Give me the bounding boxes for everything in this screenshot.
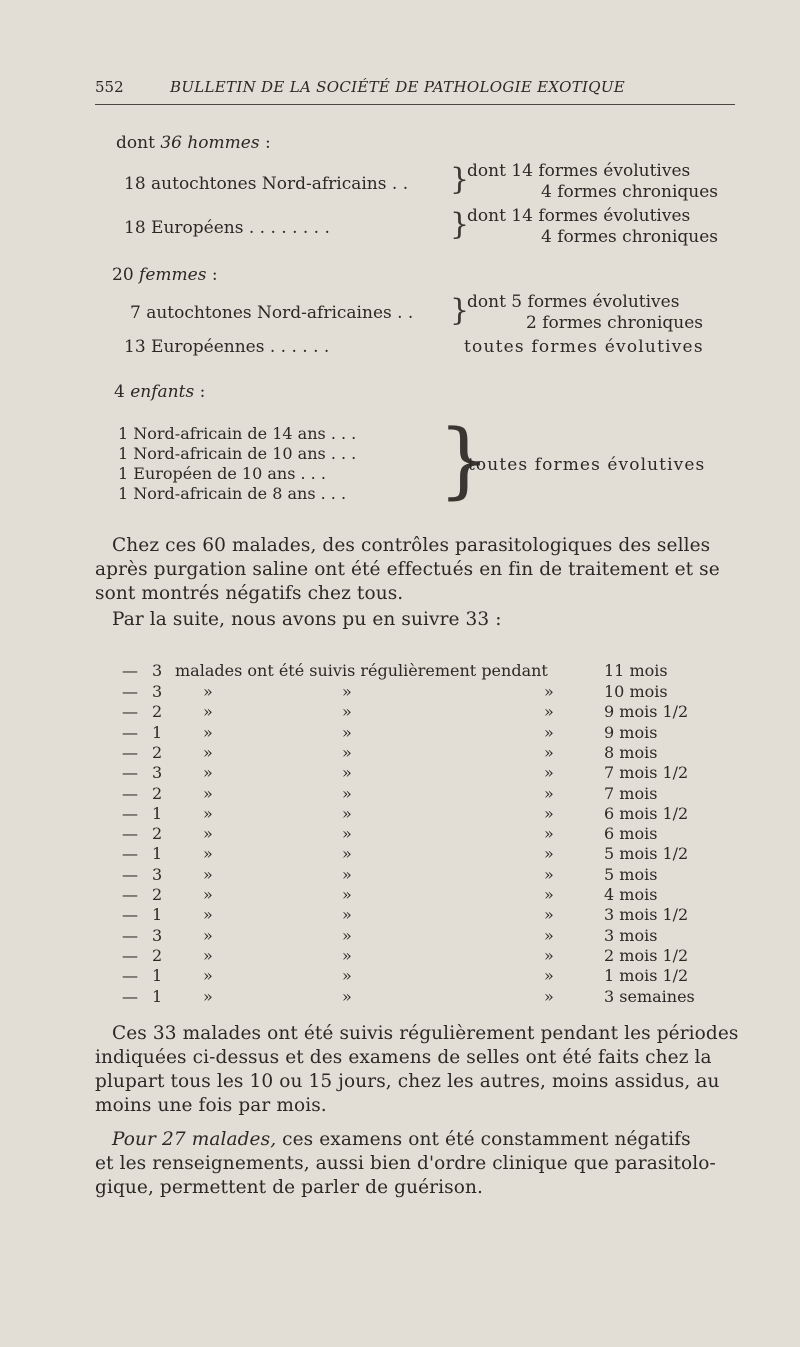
paragraph-line: et les renseignements, aussi bien d'ordre clinique que parasitolo-: [95, 1153, 716, 1174]
paragraph-line: moins une fois par mois.: [95, 1095, 327, 1116]
row-duration: 3 mois 1/2: [604, 905, 689, 925]
row-duration: 5 mois 1/2: [604, 844, 689, 864]
ditto-mark: »: [544, 905, 554, 925]
row-duration: 3 semaines: [604, 986, 695, 1006]
ditto-mark: »: [544, 763, 554, 783]
ditto-mark: »: [342, 824, 352, 844]
paragraph-line: Par la suite, nous avons pu en suivre 33 :: [112, 609, 502, 630]
row-count: 3: [152, 763, 163, 783]
row-dash: —: [122, 682, 138, 701]
row-dash: —: [122, 905, 138, 925]
row-duration: 8 mois: [604, 742, 658, 762]
ditto-mark: »: [203, 702, 213, 722]
row-count: 1: [152, 986, 163, 1006]
row-dash: —: [122, 824, 138, 844]
row-duration: 4 mois: [604, 885, 658, 904]
followup-row: [0, 844, 800, 864]
ditto-mark: »: [203, 966, 213, 986]
ditto-mark: »: [203, 925, 213, 945]
followup-row: [0, 723, 800, 743]
ditto-mark: »: [544, 742, 554, 762]
ditto-mark: »: [342, 844, 352, 864]
row-dash: —: [122, 722, 138, 742]
row-count: 2: [152, 824, 163, 844]
men-group-detail: 4 formes chroniques: [541, 227, 719, 247]
followup-row: [0, 987, 800, 1007]
row-dash: —: [122, 986, 138, 1006]
ditto-mark: »: [544, 783, 554, 803]
row-duration: 6 mois 1/2: [604, 803, 689, 823]
row-count: 2: [152, 945, 163, 965]
ditto-mark: »: [544, 945, 554, 965]
followup-row: [0, 804, 800, 824]
followup-row: [0, 784, 800, 804]
men-heading: dont 36 hommes :: [116, 133, 271, 153]
row-dash: —: [122, 783, 138, 803]
ditto-mark: »: [203, 864, 213, 884]
row-duration: 1 mois 1/2: [604, 966, 689, 986]
ditto-mark: »: [544, 885, 554, 904]
ditto-mark: »: [203, 682, 213, 701]
row-count: 1: [152, 803, 163, 823]
children-row: 1 Nord-africain de 10 ans . . .: [118, 444, 357, 463]
ditto-mark: »: [203, 905, 213, 925]
ditto-mark: »: [544, 966, 554, 986]
ditto-mark: »: [544, 803, 554, 823]
men-group-label: 18 Européens . . . . . . . .: [124, 218, 330, 238]
row-duration: 6 mois: [604, 824, 658, 844]
followup-row: [0, 946, 800, 966]
children-heading: 4 enfants :: [114, 382, 206, 402]
row-count: 3: [152, 682, 163, 701]
row-dash: —: [122, 702, 138, 722]
ditto-mark: »: [544, 864, 554, 884]
followup-row: [0, 743, 800, 763]
row-dash: —: [122, 742, 138, 762]
row-duration: 5 mois: [604, 864, 658, 884]
children-row: 1 Nord-africain de 8 ans . . .: [118, 484, 347, 503]
row-dash: —: [122, 925, 138, 945]
ditto-mark: »: [203, 803, 213, 823]
ditto-mark: »: [203, 844, 213, 864]
row-dash: —: [122, 763, 138, 783]
followup-row: [0, 763, 800, 783]
row-count: 2: [152, 885, 163, 904]
followup-row: [0, 905, 800, 925]
row-count: 1: [152, 722, 163, 742]
brace: }: [450, 207, 470, 242]
ditto-mark: »: [203, 986, 213, 1006]
ditto-mark: »: [342, 742, 352, 762]
ditto-mark: »: [544, 986, 554, 1006]
brace: }: [438, 413, 491, 508]
ditto-mark: »: [203, 885, 213, 904]
ditto-mark: »: [342, 722, 352, 742]
men-group-detail: dont 14 formes évolutives: [467, 206, 691, 226]
row-dash: —: [122, 803, 138, 823]
children-summary: toutes formes évolutives: [468, 455, 706, 475]
ditto-mark: »: [342, 986, 352, 1006]
ditto-mark: »: [342, 803, 352, 823]
ditto-mark: »: [544, 844, 554, 864]
row-count: 2: [152, 742, 163, 762]
followup-row: — 3 malades ont été suivis régulièrement pendant 11 mois: [122, 661, 668, 680]
followup-row: [0, 824, 800, 844]
ditto-mark: »: [342, 905, 352, 925]
followup-row: [0, 885, 800, 905]
row-dash: —: [122, 864, 138, 884]
row-count: 3: [152, 925, 163, 945]
row-dash: —: [122, 966, 138, 986]
ditto-mark: »: [203, 783, 213, 803]
children-row: 1 Européen de 10 ans . . .: [118, 464, 326, 483]
paragraph-line: Chez ces 60 malades, des contrôles parasitologiques des selles: [112, 535, 711, 556]
ditto-mark: »: [342, 763, 352, 783]
row-duration: 9 mois: [604, 722, 658, 742]
ditto-mark: »: [203, 722, 213, 742]
header-rule: [95, 104, 735, 105]
women-group-detail: 2 formes chroniques: [526, 313, 704, 333]
row-duration: 9 mois 1/2: [604, 702, 689, 722]
row-duration: 3 mois: [604, 925, 658, 945]
followup-row: [0, 865, 800, 885]
followup-row: [0, 926, 800, 946]
journal-title: BULLETIN DE LA SOCIÉTÉ DE PATHOLOGIE EXOTIQUE: [170, 78, 626, 96]
row-duration: 7 mois 1/2: [604, 763, 689, 783]
ditto-mark: »: [342, 864, 352, 884]
ditto-mark: »: [342, 966, 352, 986]
ditto-mark: »: [342, 945, 352, 965]
ditto-mark: »: [203, 945, 213, 965]
paragraph-line: Ces 33 malades ont été suivis régulièrement pendant les périodes: [112, 1023, 739, 1044]
ditto-mark: »: [203, 742, 213, 762]
row-count: 1: [152, 905, 163, 925]
brace: }: [450, 162, 470, 197]
ditto-mark: »: [203, 763, 213, 783]
women-heading: 20 femmes :: [112, 265, 218, 285]
women-group-label: 13 Européennes . . . . . .: [124, 337, 330, 357]
paragraph-line: gique, permettent de parler de guérison.: [95, 1177, 483, 1198]
women-group-detail: dont 5 formes évolutives: [467, 292, 680, 312]
paragraph-line: Pour 27 malades, ces examens ont été constamment négatifs: [112, 1129, 691, 1150]
row-count: 2: [152, 783, 163, 803]
men-group-label: 18 autochtones Nord-africains . .: [124, 174, 409, 194]
children-row: 1 Nord-africain de 14 ans . . .: [118, 424, 357, 443]
followup-row: [0, 702, 800, 722]
ditto-mark: »: [342, 885, 352, 904]
ditto-mark: »: [544, 925, 554, 945]
paragraph-line: après purgation saline ont été effectués en fin de traitement et se: [95, 559, 720, 580]
ditto-mark: »: [342, 925, 352, 945]
page-number: 552: [95, 78, 124, 96]
ditto-mark: »: [342, 682, 352, 701]
row-dash: —: [122, 885, 138, 904]
women-group-detail: toutes formes évolutives: [464, 337, 704, 357]
ditto-mark: »: [203, 824, 213, 844]
ditto-mark: »: [544, 722, 554, 742]
ditto-mark: »: [544, 702, 554, 722]
ditto-mark: »: [342, 702, 352, 722]
row-duration: 10 mois: [604, 682, 668, 701]
brace: }: [450, 293, 470, 328]
followup-row: [0, 682, 800, 702]
paragraph-line: plupart tous les 10 ou 15 jours, chez les autres, moins assidus, au: [95, 1071, 720, 1092]
row-count: 3: [152, 864, 163, 884]
men-group-detail: 4 formes chroniques: [541, 182, 719, 202]
ditto-mark: »: [544, 682, 554, 701]
men-group-detail: dont 14 formes évolutives: [467, 161, 691, 181]
row-dash: —: [122, 844, 138, 864]
row-duration: 2 mois 1/2: [604, 945, 689, 965]
row-count: 1: [152, 966, 163, 986]
women-group-label: 7 autochtones Nord-africaines . .: [130, 303, 414, 323]
row-count: 2: [152, 702, 163, 722]
ditto-mark: »: [342, 783, 352, 803]
ditto-mark: »: [544, 824, 554, 844]
row-count: 1: [152, 844, 163, 864]
row-duration: 7 mois: [604, 783, 658, 803]
paragraph-line: indiquées ci-dessus et des examens de selles ont été faits chez la: [95, 1047, 712, 1068]
paragraph-line: sont montrés négatifs chez tous.: [95, 583, 404, 604]
followup-row: [0, 966, 800, 986]
row-dash: —: [122, 945, 138, 965]
